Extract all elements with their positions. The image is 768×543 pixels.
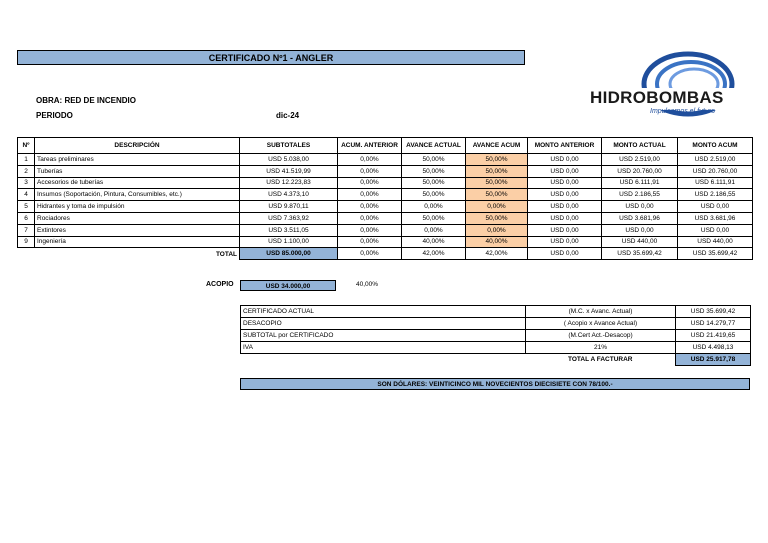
summary-row (241, 318, 751, 330)
col-header: AVANCE ACUM (466, 138, 528, 154)
col-header: DESCRIPCIÓN (35, 138, 240, 154)
total-monto-acum: USD 35.699,42 (678, 248, 753, 260)
cell-subtotal: USD 12.223,83 (240, 177, 338, 189)
cell-monto-acum: USD 2.186,55 (678, 189, 753, 201)
col-header: Nº (18, 138, 35, 154)
total-monto-anterior: USD 0,00 (528, 248, 602, 260)
summary-row (241, 330, 751, 342)
cell-monto-anterior: USD 0,00 (528, 224, 602, 236)
total-monto-actual: USD 35.699,42 (602, 248, 678, 260)
table-row (18, 154, 753, 166)
cell-description: Tuberías (35, 165, 240, 177)
cell-item-number: 9 (18, 236, 35, 248)
cell-monto-anterior: USD 0,00 (528, 189, 602, 201)
summary-label: DESACOPIO (241, 318, 526, 330)
total-acum-anterior: 0,00% (338, 248, 402, 260)
summary-formula: ( Acopio x Avance Actual) (526, 318, 676, 330)
cell-avance-actual: 0,00% (402, 224, 466, 236)
cell-avance-actual: 50,00% (402, 177, 466, 189)
cell-subtotal: USD 4.373,10 (240, 189, 338, 201)
summary-table (240, 305, 751, 366)
table-row (18, 201, 753, 213)
col-header: MONTO ACTUAL (602, 138, 678, 154)
total-label: TOTAL (215, 250, 237, 258)
summary-formula: (M.Cert Act.-Desacop) (526, 330, 676, 342)
cell-acum-anterior: 0,00% (338, 201, 402, 213)
summary-label: CERTIFICADO ACTUAL (241, 306, 526, 318)
cell-monto-anterior: USD 0,00 (528, 201, 602, 213)
cell-description: Insumos (Soportación, Pintura, Consumibles, etc.) (35, 189, 240, 201)
acopio-label: ACOPIO (206, 281, 234, 288)
cell-item-number: 1 (18, 154, 35, 166)
cell-avance-actual: 50,00% (402, 212, 466, 224)
cell-item-number: 3 (18, 177, 35, 189)
cell-monto-acum: USD 0,00 (678, 224, 753, 236)
cell-item-number: 5 (18, 201, 35, 213)
cell-description: Extintores (35, 224, 240, 236)
cell-monto-acum: USD 6.111,91 (678, 177, 753, 189)
table-row (18, 224, 753, 236)
cell-avance-acum: 0,00% (466, 224, 528, 236)
cell-subtotal: USD 1.100,00 (240, 236, 338, 248)
cell-item-number: 6 (18, 212, 35, 224)
cell-avance-acum: 40,00% (466, 236, 528, 248)
amount-in-words: SON DÓLARES: VEINTICINCO MIL NOVECIENTOS DIECISIETE CON 78/100.- (240, 378, 750, 390)
cell-item-number: 2 (18, 165, 35, 177)
summary-row (241, 306, 751, 318)
col-header: MONTO ACUM (678, 138, 753, 154)
cell-monto-actual: USD 440,00 (602, 236, 678, 248)
table-row (18, 165, 753, 177)
table-header-row (18, 138, 753, 154)
cell-monto-acum: USD 0,00 (678, 201, 753, 213)
cell-subtotal: USD 7.363,92 (240, 212, 338, 224)
cell-acum-anterior: 0,00% (338, 165, 402, 177)
cell-monto-anterior: USD 0,00 (528, 165, 602, 177)
cell-monto-anterior: USD 0,00 (528, 212, 602, 224)
periodo-label: PERIODO (36, 111, 73, 120)
cell-item-number: 7 (18, 224, 35, 236)
cell-monto-acum: USD 440,00 (678, 236, 753, 248)
cell-acum-anterior: 0,00% (338, 154, 402, 166)
total-row (18, 248, 753, 260)
total-facturar-label: TOTAL A FACTURAR (567, 356, 633, 364)
summary-formula: 21% (526, 342, 676, 354)
summary-formula: (M.C. x Avanc. Actual) (526, 306, 676, 318)
summary-amount: USD 4.498,13 (676, 342, 751, 354)
cell-description: Accesorios de tuberías (35, 177, 240, 189)
cell-avance-acum: 50,00% (466, 165, 528, 177)
cell-monto-anterior: USD 0,00 (528, 177, 602, 189)
total-avance-acum: 42,00% (466, 248, 528, 260)
total-facturar-value: USD 25.917,78 (676, 354, 751, 366)
cell-monto-actual: USD 0,00 (602, 224, 678, 236)
summary-label: IVA (241, 342, 526, 354)
cell-description: Hidrantes y toma de impulsión (35, 201, 240, 213)
cell-description: Rociadores (35, 212, 240, 224)
cell-acum-anterior: 0,00% (338, 189, 402, 201)
cell-description: Tareas preliminares (35, 154, 240, 166)
cell-acum-anterior: 0,00% (338, 236, 402, 248)
cell-avance-acum: 50,00% (466, 212, 528, 224)
total-subtotal: USD 85.000,00 (240, 248, 338, 260)
cell-acum-anterior: 0,00% (338, 224, 402, 236)
table-row (18, 189, 753, 201)
cell-monto-actual: USD 2.186,55 (602, 189, 678, 201)
cell-subtotal: USD 3.511,05 (240, 224, 338, 236)
cell-monto-acum: USD 2.519,00 (678, 154, 753, 166)
cell-avance-acum: 50,00% (466, 189, 528, 201)
summary-label: SUBTOTAL por CERTIFICADO (241, 330, 526, 342)
cell-monto-actual: USD 20.760,00 (602, 165, 678, 177)
col-header: ACUM. ANTERIOR (338, 138, 402, 154)
cell-monto-anterior: USD 0,00 (528, 236, 602, 248)
summary-row (241, 342, 751, 354)
cell-monto-actual: USD 0,00 (602, 201, 678, 213)
cell-monto-actual: USD 2.519,00 (602, 154, 678, 166)
obra-label: OBRA: RED DE INCENDIO (36, 96, 137, 105)
cell-item-number: 4 (18, 189, 35, 201)
cell-acum-anterior: 0,00% (338, 212, 402, 224)
col-header: MONTO ANTERIOR (528, 138, 602, 154)
cell-avance-actual: 0,00% (402, 201, 466, 213)
cell-avance-actual: 40,00% (402, 236, 466, 248)
cell-avance-acum: 50,00% (466, 177, 528, 189)
cell-avance-acum: 50,00% (466, 154, 528, 166)
total-facturar-row (241, 354, 751, 366)
col-header: AVANCE ACTUAL (402, 138, 466, 154)
cell-subtotal: USD 9.870,11 (240, 201, 338, 213)
cell-avance-acum: 0,00% (466, 201, 528, 213)
cell-acum-anterior: 0,00% (338, 177, 402, 189)
table-row (18, 236, 753, 248)
cell-monto-acum: USD 3.681,96 (678, 212, 753, 224)
logo-tagline: Impulsamos el futuro (650, 108, 715, 115)
summary-amount: USD 35.699,42 (676, 306, 751, 318)
cell-subtotal: USD 5.038,00 (240, 154, 338, 166)
cell-monto-actual: USD 3.681,96 (602, 212, 678, 224)
acopio-value: USD 34.000,00 (240, 280, 336, 291)
summary-amount: USD 21.419,65 (676, 330, 751, 342)
logo-brand: HIDROBOMBAS (590, 88, 724, 107)
cell-monto-actual: USD 6.111,91 (602, 177, 678, 189)
acopio-percent: 40,00% (356, 281, 379, 288)
summary-amount: USD 14.279,77 (676, 318, 751, 330)
table-row (18, 177, 753, 189)
company-logo (588, 50, 738, 130)
cell-description: Ingeniería (35, 236, 240, 248)
progress-table (17, 137, 753, 260)
cell-avance-actual: 50,00% (402, 154, 466, 166)
col-header: SUBTOTALES (240, 138, 338, 154)
total-avance-actual: 42,00% (402, 248, 466, 260)
cell-avance-actual: 50,00% (402, 189, 466, 201)
cell-subtotal: USD 41.519,99 (240, 165, 338, 177)
cell-monto-acum: USD 20.760,00 (678, 165, 753, 177)
cell-monto-anterior: USD 0,00 (528, 154, 602, 166)
certificate-title: CERTIFICADO Nº1 - ANGLER (17, 50, 525, 65)
cell-avance-actual: 50,00% (402, 165, 466, 177)
table-row (18, 212, 753, 224)
periodo-value: dic-24 (276, 111, 300, 120)
